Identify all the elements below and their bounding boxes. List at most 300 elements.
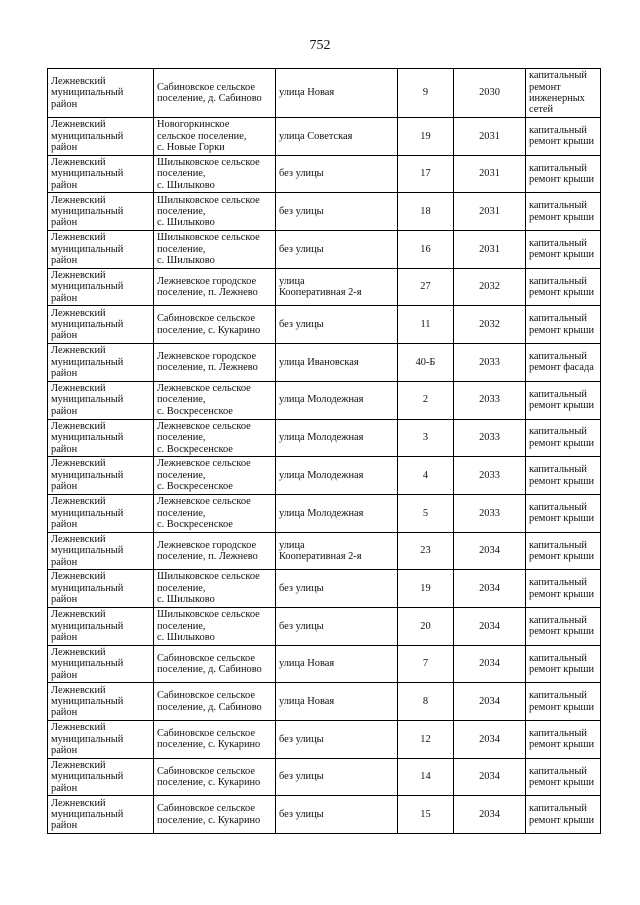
settlement-line: с. Воскресенское <box>157 518 233 530</box>
year-cell: 2033 <box>454 344 526 382</box>
district-line: муниципальный <box>51 394 124 406</box>
street-cell <box>276 532 398 570</box>
district-line: Лежневский <box>51 345 106 357</box>
district-cell <box>48 532 154 570</box>
work-type-line: капитальный <box>529 652 587 664</box>
work-type-cell <box>526 683 601 721</box>
street-line: без улицы <box>279 319 324 331</box>
house-number-cell: 3 <box>398 419 454 457</box>
work-type-cell <box>526 231 601 269</box>
settlement-line: Лежневское сельское <box>157 496 251 508</box>
work-type-line: ремонт крыши <box>529 513 595 525</box>
year-cell: 2032 <box>454 306 526 344</box>
work-type-line: капитальный <box>529 501 587 513</box>
settlement-line: Шилыковское сельское <box>157 156 260 168</box>
page-number: 752 <box>309 38 331 53</box>
house-number-cell: 9 <box>398 69 454 118</box>
settlement-line: с. Шилыково <box>157 631 215 643</box>
district-line: муниципальный <box>51 695 124 707</box>
work-type-line: капитальный <box>529 351 587 363</box>
settlement-line: поселение, п. Лежнево <box>157 550 258 562</box>
street-line: улица Молодежная <box>279 507 364 519</box>
district-line: район <box>51 142 78 154</box>
settlement-line: Сабиновское сельское <box>157 765 255 777</box>
work-type-line: ремонт крыши <box>529 550 595 562</box>
district-line: муниципальный <box>51 620 124 632</box>
district-line: муниципальный <box>51 582 124 594</box>
street-line: без улицы <box>279 620 324 632</box>
street-line: без улицы <box>279 243 324 255</box>
settlement-line: поселение, <box>157 469 206 481</box>
district-cell <box>48 683 154 721</box>
settlement-line: поселение, п. Лежнево <box>157 287 258 299</box>
settlement-cell <box>154 231 276 269</box>
street-cell <box>276 69 398 118</box>
work-type-line: ремонт крыши <box>529 324 595 336</box>
house-number-cell: 15 <box>398 796 454 834</box>
street-line: без улицы <box>279 206 324 218</box>
district-line: район <box>51 368 78 380</box>
district-cell <box>48 118 154 156</box>
district-line: Лежневский <box>51 797 106 809</box>
work-type-cell <box>526 607 601 645</box>
house-number-cell: 27 <box>398 268 454 306</box>
year-cell: 2034 <box>454 758 526 796</box>
district-line: район <box>51 782 78 794</box>
district-line: Лежневский <box>51 646 106 658</box>
year-cell: 2031 <box>454 155 526 193</box>
work-type-line: ремонт крыши <box>529 249 595 261</box>
district-line: муниципальный <box>51 658 124 670</box>
district-line: муниципальный <box>51 771 124 783</box>
street-line: без улицы <box>279 582 324 594</box>
district-cell <box>48 231 154 269</box>
district-line: муниципальный <box>51 87 124 99</box>
work-type-cell <box>526 570 601 608</box>
house-number-cell: 8 <box>398 683 454 721</box>
settlement-line: сельское поселение, <box>157 130 247 142</box>
table-row <box>48 231 601 269</box>
settlement-line: поселение, с. Кукарино <box>157 739 261 751</box>
settlement-line: поселение, <box>157 394 206 406</box>
settlement-line: Лежневское городское <box>157 275 257 287</box>
work-type-line: капитальный <box>529 577 587 589</box>
house-number-cell: 14 <box>398 758 454 796</box>
work-type-line: капитальный <box>529 275 587 287</box>
work-type-cell <box>526 532 601 570</box>
district-line: Лежневский <box>51 759 106 771</box>
table-body <box>48 69 601 834</box>
district-line: муниципальный <box>51 243 124 255</box>
street-line: улица Молодежная <box>279 469 364 481</box>
table-row <box>48 457 601 495</box>
house-number-cell: 2 <box>398 381 454 419</box>
repair-schedule-table <box>47 68 601 834</box>
table-row <box>48 494 601 532</box>
district-line: район <box>51 631 78 643</box>
settlement-cell <box>154 306 276 344</box>
district-cell <box>48 607 154 645</box>
work-type-line: ремонт крыши <box>529 739 595 751</box>
district-line: Лежневский <box>51 496 106 508</box>
work-type-line: капитальный <box>529 162 587 174</box>
work-type-line: капитальный <box>529 388 587 400</box>
street-cell <box>276 268 398 306</box>
year-cell: 2033 <box>454 494 526 532</box>
district-line: Лежневский <box>51 383 106 395</box>
work-type-line: капитальный <box>529 313 587 325</box>
district-line: район <box>51 255 78 267</box>
table-row <box>48 193 601 231</box>
district-line: Лежневский <box>51 194 106 206</box>
settlement-cell <box>154 193 276 231</box>
work-type-cell <box>526 69 601 118</box>
year-cell: 2033 <box>454 419 526 457</box>
settlement-line: Сабиновское сельское <box>157 803 255 815</box>
district-cell <box>48 381 154 419</box>
settlement-line: Шилыковское сельское <box>157 232 260 244</box>
settlement-cell <box>154 381 276 419</box>
settlement-cell <box>154 69 276 118</box>
work-type-line: капитальный <box>529 426 587 438</box>
settlement-line: поселение, с. Кукарино <box>157 324 261 336</box>
district-line: район <box>51 179 78 191</box>
settlement-line: Лежневское городское <box>157 351 257 363</box>
street-line: без улицы <box>279 771 324 783</box>
district-cell <box>48 758 154 796</box>
street-line: Кооперативная 2-я <box>279 550 362 562</box>
work-type-line: капитальный <box>529 539 587 551</box>
house-number-cell: 7 <box>398 645 454 683</box>
table-row <box>48 268 601 306</box>
district-line: район <box>51 98 78 110</box>
settlement-line: поселение, <box>157 507 206 519</box>
work-type-line: капитальный <box>529 727 587 739</box>
street-line: улица Советская <box>279 130 353 142</box>
year-cell: 2031 <box>454 118 526 156</box>
table-row <box>48 607 601 645</box>
table-row <box>48 419 601 457</box>
house-number-cell: 18 <box>398 193 454 231</box>
work-type-line: ремонт крыши <box>529 777 595 789</box>
work-type-line: ремонт крыши <box>529 663 595 675</box>
settlement-line: поселение, <box>157 168 206 180</box>
district-cell <box>48 457 154 495</box>
district-line: муниципальный <box>51 206 124 218</box>
work-type-line: ремонт <box>529 81 561 93</box>
settlement-line: Сабиновское сельское <box>157 727 255 739</box>
district-line: район <box>51 707 78 719</box>
district-cell <box>48 721 154 759</box>
table-row <box>48 69 601 118</box>
settlement-line: Шилыковское сельское <box>157 571 260 583</box>
table-row <box>48 645 601 683</box>
house-number-cell: 19 <box>398 118 454 156</box>
house-number-cell: 40-Б <box>398 344 454 382</box>
work-type-line: ремонт крыши <box>529 211 595 223</box>
street-cell <box>276 306 398 344</box>
settlement-cell <box>154 268 276 306</box>
district-line: район <box>51 820 78 832</box>
work-type-cell <box>526 344 601 382</box>
house-number-cell: 11 <box>398 306 454 344</box>
work-type-cell <box>526 155 601 193</box>
district-line: район <box>51 405 78 417</box>
work-type-line: ремонт крыши <box>529 475 595 487</box>
street-line: улица Ивановская <box>279 356 359 368</box>
settlement-line: поселение, <box>157 432 206 444</box>
settlement-line: Сабиновское сельское <box>157 81 255 93</box>
table-row <box>48 758 601 796</box>
district-cell <box>48 69 154 118</box>
work-type-line: ремонт крыши <box>529 400 595 412</box>
work-type-cell <box>526 118 601 156</box>
district-line: Лежневский <box>51 232 106 244</box>
settlement-line: поселение, д. Сабиново <box>157 93 262 104</box>
work-type-cell <box>526 193 601 231</box>
settlement-line: с. Шилыково <box>157 179 215 191</box>
street-cell <box>276 758 398 796</box>
settlement-line: поселение, д. Сабиново <box>157 663 262 675</box>
district-line: муниципальный <box>51 168 124 180</box>
settlement-cell <box>154 721 276 759</box>
work-type-line: инженерных <box>529 93 585 104</box>
work-type-cell <box>526 494 601 532</box>
district-line: район <box>51 481 78 493</box>
settlement-cell <box>154 118 276 156</box>
house-number-cell: 20 <box>398 607 454 645</box>
district-line: муниципальный <box>51 281 124 293</box>
district-line: муниципальный <box>51 545 124 557</box>
district-line: Лежневский <box>51 609 106 621</box>
district-line: муниципальный <box>51 733 124 745</box>
district-cell <box>48 193 154 231</box>
settlement-cell <box>154 155 276 193</box>
settlement-cell <box>154 796 276 834</box>
district-line: муниципальный <box>51 130 124 142</box>
street-line: без улицы <box>279 733 324 745</box>
street-cell <box>276 419 398 457</box>
district-line: муниципальный <box>51 507 124 519</box>
settlement-cell <box>154 344 276 382</box>
district-line: район <box>51 443 78 455</box>
street-cell <box>276 683 398 721</box>
street-cell <box>276 155 398 193</box>
district-cell <box>48 268 154 306</box>
district-line: Лежневский <box>51 684 106 696</box>
district-cell <box>48 570 154 608</box>
work-type-line: капитальный <box>529 238 587 249</box>
work-type-line: ремонт крыши <box>529 588 595 600</box>
work-type-line: капитальный <box>529 124 587 136</box>
work-type-line: капитальный <box>529 803 587 815</box>
settlement-line: Сабиновское сельское <box>157 313 255 325</box>
table-row <box>48 306 601 344</box>
settlement-line: Лежневское сельское <box>157 420 251 432</box>
street-cell <box>276 381 398 419</box>
table-row <box>48 381 601 419</box>
settlement-line: с. Шилыково <box>157 217 215 229</box>
district-line: район <box>51 594 78 606</box>
work-type-line: ремонт крыши <box>529 701 595 713</box>
street-cell <box>276 721 398 759</box>
settlement-cell <box>154 607 276 645</box>
district-line: район <box>51 330 78 342</box>
district-cell <box>48 344 154 382</box>
street-cell <box>276 796 398 834</box>
street-line: без улицы <box>279 168 324 180</box>
work-type-line: капитальный <box>529 765 587 777</box>
table-row <box>48 721 601 759</box>
settlement-cell <box>154 570 276 608</box>
year-cell: 2034 <box>454 645 526 683</box>
house-number-cell: 23 <box>398 532 454 570</box>
house-number-cell: 17 <box>398 155 454 193</box>
street-cell <box>276 607 398 645</box>
work-type-cell <box>526 306 601 344</box>
street-line: Кооперативная 2-я <box>279 287 362 299</box>
settlement-line: Лежневское сельское <box>157 458 251 470</box>
work-type-line: ремонт крыши <box>529 287 595 299</box>
settlement-line: поселение, п. Лежнево <box>157 362 258 374</box>
district-cell <box>48 645 154 683</box>
settlement-cell <box>154 532 276 570</box>
district-line: Лежневский <box>51 75 106 87</box>
district-line: Лежневский <box>51 722 106 734</box>
table-row <box>48 683 601 721</box>
settlement-line: Новогоркинское <box>157 119 230 131</box>
settlement-line: Шилыковское сельское <box>157 609 260 621</box>
work-type-line: капитальный <box>529 690 587 702</box>
settlement-line: поселение, <box>157 243 206 255</box>
settlement-cell <box>154 683 276 721</box>
street-line: улица Новая <box>279 658 335 670</box>
work-type-line: ремонт крыши <box>529 136 595 148</box>
district-line: Лежневский <box>51 156 106 168</box>
work-type-line: ремонт крыши <box>529 437 595 449</box>
work-type-cell <box>526 419 601 457</box>
settlement-cell <box>154 457 276 495</box>
year-cell: 2032 <box>454 268 526 306</box>
table-row <box>48 532 601 570</box>
street-cell <box>276 344 398 382</box>
district-cell <box>48 419 154 457</box>
street-cell <box>276 193 398 231</box>
settlement-cell <box>154 494 276 532</box>
work-type-line: сетей <box>529 104 554 116</box>
house-number-cell: 16 <box>398 231 454 269</box>
work-type-cell <box>526 721 601 759</box>
house-number-cell: 19 <box>398 570 454 608</box>
district-line: муниципальный <box>51 319 124 331</box>
district-line: Лежневский <box>51 458 106 470</box>
district-line: район <box>51 292 78 304</box>
settlement-line: Сабиновское сельское <box>157 652 255 664</box>
street-line: улица Молодежная <box>279 432 364 444</box>
table-row <box>48 118 601 156</box>
settlement-line: Лежневское сельское <box>157 383 251 395</box>
settlement-cell <box>154 645 276 683</box>
settlement-line: с. Воскресенское <box>157 405 233 417</box>
year-cell: 2034 <box>454 607 526 645</box>
year-cell: 2034 <box>454 796 526 834</box>
district-line: муниципальный <box>51 469 124 481</box>
year-cell: 2034 <box>454 721 526 759</box>
work-type-line: ремонт фасада <box>529 362 594 374</box>
district-line: муниципальный <box>51 432 124 444</box>
work-type-line: капитальный <box>529 614 587 626</box>
settlement-cell <box>154 758 276 796</box>
settlement-line: с. Шилыково <box>157 255 215 267</box>
year-cell: 2034 <box>454 683 526 721</box>
work-type-line: капитальный <box>529 464 587 476</box>
street-line: улица Новая <box>279 695 335 707</box>
table-row <box>48 796 601 834</box>
work-type-cell <box>526 645 601 683</box>
work-type-line: капитальный <box>529 70 587 82</box>
work-type-line: капитальный <box>529 200 587 212</box>
street-cell <box>276 118 398 156</box>
settlement-line: Шилыковское сельское <box>157 194 260 206</box>
district-line: Лежневский <box>51 269 106 281</box>
work-type-cell <box>526 457 601 495</box>
district-line: район <box>51 518 78 530</box>
district-cell <box>48 306 154 344</box>
settlement-line: поселение, с. Кукарино <box>157 814 261 826</box>
house-number-cell: 4 <box>398 457 454 495</box>
street-cell <box>276 570 398 608</box>
street-line: улица Молодежная <box>279 394 364 406</box>
street-line: улица <box>279 275 305 287</box>
district-line: Лежневский <box>51 571 106 583</box>
district-line: муниципальный <box>51 356 124 368</box>
table-row <box>48 155 601 193</box>
street-line: улица Новая <box>279 87 335 99</box>
district-line: район <box>51 217 78 229</box>
settlement-line: поселение, <box>157 582 206 594</box>
work-type-line: ремонт крыши <box>529 626 595 638</box>
district-line: район <box>51 669 78 681</box>
work-type-line: ремонт крыши <box>529 814 595 826</box>
year-cell: 2033 <box>454 381 526 419</box>
street-line: без улицы <box>279 809 324 821</box>
settlement-line: поселение, <box>157 206 206 218</box>
district-line: Лежневский <box>51 533 106 545</box>
street-cell <box>276 457 398 495</box>
district-cell <box>48 796 154 834</box>
year-cell: 2034 <box>454 570 526 608</box>
settlement-line: поселение, <box>157 620 206 632</box>
street-cell <box>276 231 398 269</box>
table-row <box>48 570 601 608</box>
street-line: улица <box>279 539 305 551</box>
district-cell <box>48 155 154 193</box>
district-cell <box>48 494 154 532</box>
settlement-line: Сабиновское сельское <box>157 690 255 702</box>
year-cell: 2033 <box>454 457 526 495</box>
work-type-cell <box>526 758 601 796</box>
settlement-line: Лежневское городское <box>157 539 257 551</box>
district-line: Лежневский <box>51 420 106 432</box>
district-line: район <box>51 745 78 757</box>
settlement-line: с. Воскресенское <box>157 443 233 455</box>
work-type-cell <box>526 268 601 306</box>
work-type-cell <box>526 381 601 419</box>
settlement-line: поселение, с. Кукарино <box>157 777 261 789</box>
house-number-cell: 5 <box>398 494 454 532</box>
work-type-line: ремонт крыши <box>529 174 595 186</box>
settlement-line: с. Шилыково <box>157 594 215 606</box>
